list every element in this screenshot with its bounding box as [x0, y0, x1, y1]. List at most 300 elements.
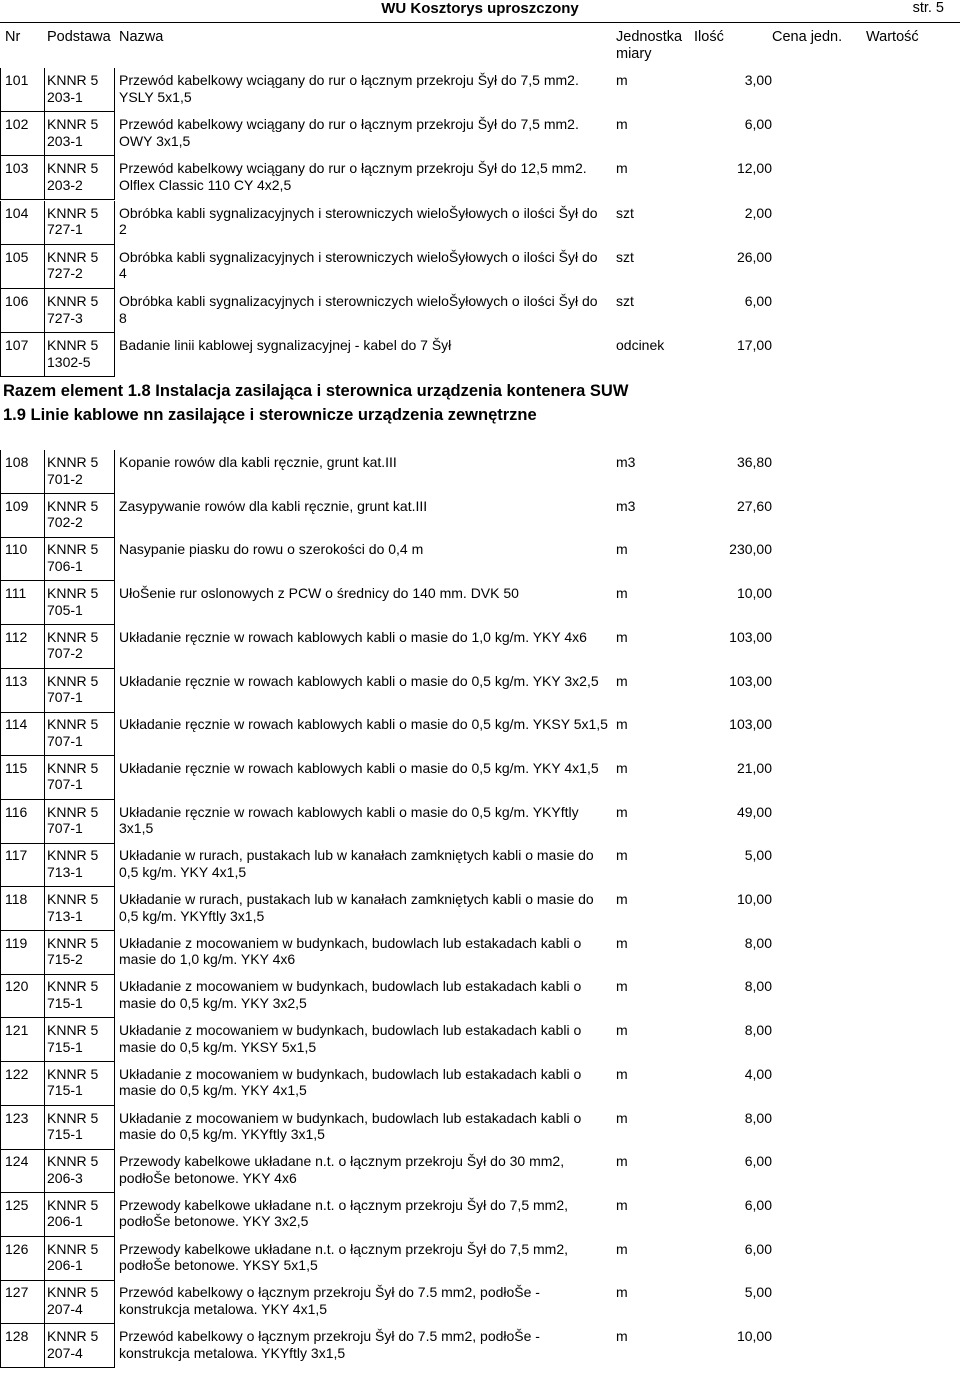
cell-base-position: 206-1 [47, 1257, 83, 1274]
table-row [0, 1062, 960, 1106]
cell-base-catalog: KNNR 5 [47, 204, 99, 221]
row-border [114, 1149, 115, 1193]
cell-base-catalog: KNNR 5 [47, 1328, 99, 1344]
cell-nr: 120 [5, 978, 29, 995]
row-border [44, 756, 45, 800]
row-border [114, 800, 115, 844]
cell-base-catalog: KNNR 5 [47, 716, 99, 733]
cell-quantity: 5,00 [744, 847, 772, 864]
row-border [0, 333, 1, 377]
cell-nr: 107 [5, 337, 29, 354]
cell-nr: 114 [5, 716, 28, 733]
column-header-nr: Nr [5, 29, 21, 45]
cell-quantity: 36,80 [736, 454, 772, 470]
column-header-qty: Ilość [694, 29, 724, 45]
row-border [114, 887, 115, 931]
cell-base-catalog: KNNR 5 [47, 1196, 99, 1213]
cell-quantity: 103,00 [729, 672, 772, 689]
column-header-unit-line1: Jednostka [616, 29, 683, 45]
table-row [0, 156, 960, 200]
cell-base-position: 702-2 [47, 514, 83, 531]
cell-base [47, 760, 113, 793]
cell-base [47, 1110, 113, 1143]
cell-nr: 121 [5, 1022, 29, 1039]
table-row [0, 712, 960, 756]
cell-unit: m [616, 1328, 628, 1344]
row-border [0, 1324, 1, 1368]
cell-base-position: 713-1 [47, 863, 83, 880]
cell-base [47, 585, 113, 618]
cell-base-catalog: KNNR 5 [47, 541, 99, 558]
cell-nr: 104 [5, 204, 29, 221]
row-border [0, 1280, 1, 1324]
cell-base [47, 1284, 113, 1317]
cell-unit: m [616, 716, 628, 733]
cell-nr: 128 [5, 1328, 29, 1344]
row-border [0, 245, 1, 289]
row-border [114, 1106, 115, 1150]
row-border [44, 1237, 45, 1281]
cell-unit: m [616, 541, 628, 558]
row-border [44, 1324, 45, 1368]
row-border [0, 1062, 1, 1106]
cell-base-position: 727-2 [47, 265, 83, 282]
row-border [44, 581, 45, 625]
row-border [0, 931, 1, 975]
row-border [0, 450, 1, 494]
row-border [0, 800, 1, 844]
cell-unit: m3 [616, 454, 636, 470]
cell-quantity: 6,00 [744, 116, 772, 133]
cell-base-position: 203-1 [47, 132, 83, 149]
cell-base-catalog: KNNR 5 [47, 1153, 99, 1170]
cell-quantity: 6,00 [744, 1153, 772, 1170]
table-row [0, 931, 960, 975]
row-border [44, 887, 45, 931]
cell-base-position: 701-2 [47, 470, 83, 487]
cell-base-position: 707-2 [47, 645, 83, 662]
cell-quantity: 103,00 [729, 628, 772, 645]
row-border [0, 1193, 1, 1237]
cell-quantity: 26,00 [736, 248, 772, 265]
cell-name: Układanie z mocowaniem w budynkach, budowlach lub estakadach kabli o masie do 0,5 kg/m. YKY 4x1,5 [119, 1065, 582, 1099]
cell-name: Przewody kabelkowe układane n.t. o łącznym przekroju Šył do 7,5 mm2, podłoŠe betonowe. YKSY 5x1,5 [119, 1240, 568, 1274]
cell-base-position: 707-1 [47, 776, 83, 793]
cell-unit: m [616, 847, 628, 864]
cell-name: Przewód kabelkowy o łącznym przekroju Šył do 7.5 mm2, podłoŠe - konstrukcja metalowa. YKY 4x1,5 [119, 1284, 540, 1317]
table-row [0, 1149, 960, 1193]
cell-base [47, 498, 113, 531]
row-border [0, 68, 1, 112]
row-border [114, 974, 115, 1018]
cell-unit: m [616, 1284, 628, 1301]
table-row [0, 333, 960, 377]
table-row [0, 494, 960, 538]
row-border [0, 581, 1, 625]
cell-base-catalog: KNNR 5 [47, 585, 99, 602]
column-header-base: Podstawa [47, 29, 111, 45]
cell-quantity: 103,00 [729, 716, 772, 733]
table-row [0, 974, 960, 1018]
row-border [44, 931, 45, 975]
table-row [0, 756, 960, 800]
table-row [0, 1193, 960, 1237]
row-border [44, 800, 45, 844]
section-summary: Razem element 1.8 Instalacja zasilająca i sterownica urządzenia kontenera SUW [3, 382, 629, 400]
cell-quantity: 12,00 [736, 160, 772, 177]
row-border [0, 1106, 1, 1150]
cell-nr: 108 [5, 454, 29, 470]
cell-base [47, 847, 113, 880]
cell-base-catalog: KNNR 5 [47, 1022, 99, 1039]
cell-base-catalog: KNNR 5 [47, 248, 99, 265]
cell-nr: 124 [5, 1153, 29, 1170]
cell-unit: m [616, 1196, 628, 1213]
cell-nr: 103 [5, 160, 29, 177]
cell-base-catalog: KNNR 5 [47, 454, 99, 470]
row-border [44, 712, 45, 756]
row-border [0, 537, 1, 581]
cell-name: Układanie z mocowaniem w budynkach, budowlach lub estakadach kabli o masie do 0,5 kg/m. YKYftly 3x1,5 [119, 1109, 582, 1142]
cell-nr: 117 [5, 847, 28, 864]
row-border [114, 931, 115, 975]
table-row [0, 843, 960, 887]
cell-name: Układanie z mocowaniem w budynkach, budowlach lub estakadach kabli o masie do 0,5 kg/m. YKSY 5x1,5 [119, 1022, 582, 1055]
row-border [114, 333, 115, 377]
table-row [0, 1018, 960, 1062]
row-border [44, 1193, 45, 1237]
cell-base-position: 705-1 [47, 601, 83, 618]
column-header-name: Nazwa [119, 29, 164, 45]
cell-quantity: 8,00 [744, 978, 772, 995]
table-row [0, 887, 960, 931]
cell-name: Przewód kabelkowy wciągany do rur o łącznym przekroju Šył do 12,5 mm2. Olflex Classic 110 CY 4x2,5 [119, 160, 587, 193]
cell-unit: odcinek [616, 337, 665, 354]
row-border [44, 1280, 45, 1324]
cell-unit: m [616, 1240, 628, 1257]
cell-nr: 116 [5, 803, 28, 820]
table-row [0, 112, 960, 156]
row-separator [0, 376, 114, 377]
table-row [0, 1237, 960, 1281]
cell-base [47, 1328, 113, 1361]
cell-base-catalog: KNNR 5 [47, 293, 99, 309]
cell-quantity: 49,00 [736, 803, 772, 820]
row-border [0, 843, 1, 887]
row-border [114, 581, 115, 625]
row-separator [0, 1367, 114, 1368]
cell-base-catalog: KNNR 5 [47, 497, 99, 514]
cell-name: Kopanie rowów dla kabli ręcznie, grunt kat.III [119, 454, 397, 470]
cell-base [47, 454, 113, 487]
cell-base [47, 160, 113, 193]
cell-nr: 115 [5, 759, 28, 776]
row-border [0, 201, 1, 245]
row-border [0, 289, 1, 333]
cell-base-catalog: KNNR 5 [47, 934, 99, 951]
cell-unit: m [616, 72, 628, 88]
cell-name: Nasypanie piasku do rowu o szerokości do 0,4 m [119, 541, 424, 558]
cell-unit: m [616, 1109, 628, 1126]
cell-base-position: 715-1 [47, 1126, 83, 1142]
cell-base-catalog: KNNR 5 [47, 1284, 99, 1301]
row-border [44, 156, 45, 200]
cell-base-position: 206-1 [47, 1213, 83, 1230]
cell-base-position: 715-1 [47, 994, 83, 1011]
cell-base-position: 207-4 [47, 1344, 83, 1361]
cell-base-position: 1302-5 [47, 353, 91, 370]
cell-base [47, 541, 113, 574]
row-border [114, 1018, 115, 1062]
cell-nr: 113 [5, 672, 28, 689]
cell-base [47, 1153, 113, 1186]
row-border [44, 289, 45, 333]
section-heading: 1.9 Linie kablowe nn zasilające i sterownicze urządzenia zewnętrzne [3, 406, 537, 424]
row-border [114, 537, 115, 581]
cell-name: Przewody kabelkowe układane n.t. o łącznym przekroju Šył do 30 mm2, podłoŠe betonowe. YKY 4x6 [119, 1153, 565, 1186]
cell-base-position: 727-1 [47, 221, 83, 238]
cell-unit: m [616, 1022, 628, 1039]
cell-name: Układanie ręcznie w rowach kablowych kabli o masie do 0,5 kg/m. YKYftly 3x1,5 [119, 803, 579, 837]
cell-base-position: 206-3 [47, 1169, 83, 1186]
row-border [44, 1106, 45, 1150]
cell-base [47, 1241, 113, 1274]
cell-base-position: 713-1 [47, 907, 83, 924]
cell-quantity: 6,00 [744, 293, 772, 309]
cell-unit: m [616, 585, 628, 602]
row-border [44, 450, 45, 494]
cell-base [47, 249, 113, 282]
cell-unit: szt [616, 293, 634, 309]
cell-nr: 102 [5, 116, 29, 133]
cell-name: Układanie ręcznie w rowach kablowych kabli o masie do 1,0 kg/m. YKY 4x6 [119, 628, 587, 645]
row-border [0, 625, 1, 669]
cell-quantity: 8,00 [744, 1109, 772, 1126]
cell-base-catalog: KNNR 5 [47, 1109, 99, 1126]
cell-base-position: 207-4 [47, 1300, 83, 1317]
cell-base [47, 293, 113, 326]
cell-unit: m [616, 628, 628, 645]
cell-quantity: 10,00 [736, 1328, 772, 1344]
cell-unit: szt [616, 248, 634, 265]
column-header-unit [616, 29, 682, 63]
cell-nr: 127 [5, 1284, 29, 1301]
cell-nr: 110 [5, 541, 28, 558]
cell-name: Obróbka kabli sygnalizacyjnych i sterowniczych wieloŠyłowych o ilości Šył do 2 [119, 204, 598, 238]
table-row [0, 68, 960, 112]
cell-name: Przewody kabelkowe układane n.t. o łącznym przekroju Šył do 7,5 mm2, podłoŠe betonowe. YKY 3x2,5 [119, 1196, 568, 1230]
row-border [114, 843, 115, 887]
cell-nr: 122 [5, 1065, 29, 1082]
cell-base-position: 706-1 [47, 557, 83, 574]
cell-quantity: 21,00 [736, 759, 772, 776]
cell-unit: szt [616, 204, 634, 221]
cell-name: Układanie ręcznie w rowach kablowych kabli o masie do 0,5 kg/m. YKY 4x1,5 [119, 759, 599, 776]
cell-nr: 125 [5, 1196, 29, 1213]
cell-unit: m [616, 672, 628, 689]
cell-nr: 111 [5, 585, 27, 602]
cell-base-catalog: KNNR 5 [47, 803, 99, 820]
row-border [0, 887, 1, 931]
cell-unit: m [616, 759, 628, 776]
cell-name: Obróbka kabli sygnalizacyjnych i sterowniczych wieloŠyłowych o ilości Šył do 8 [119, 293, 598, 326]
cell-quantity: 8,00 [744, 1022, 772, 1039]
cell-unit: m [616, 978, 628, 995]
cell-name: Układanie z mocowaniem w budynkach, budowlach lub estakadach kabli o masie do 0,5 kg/m. YKY 3x2,5 [119, 978, 582, 1011]
cell-nr: 105 [5, 248, 29, 265]
cell-nr: 126 [5, 1240, 29, 1257]
cell-base-position: 707-1 [47, 732, 83, 749]
header-divider [0, 22, 960, 23]
cell-nr: 119 [5, 934, 28, 951]
cell-base [47, 1022, 113, 1055]
column-header-unit-line2: miary [616, 46, 652, 62]
table-row [0, 1280, 960, 1324]
cell-base [47, 1197, 113, 1230]
document-title: WU Kosztorys uproszczony [381, 0, 579, 17]
cell-base [47, 337, 113, 370]
row-border [114, 1062, 115, 1106]
cell-base-catalog: KNNR 5 [47, 978, 99, 995]
row-border [44, 1149, 45, 1193]
cell-base [47, 72, 113, 105]
row-border [0, 494, 1, 538]
cell-name: Badanie linii kablowej sygnalizacyjnej - kabel do 7 Šył [119, 337, 452, 354]
cell-unit: m [616, 891, 628, 907]
cell-unit: m [616, 116, 628, 133]
row-border [114, 1324, 115, 1368]
table-row [0, 669, 960, 713]
cell-quantity: 27,60 [736, 497, 772, 514]
cell-unit: m [616, 803, 628, 820]
cell-name: UłoŠenie rur oslonowych z PCW o średnicy do 140 mm. DVK 50 [119, 585, 519, 602]
row-border [114, 112, 115, 156]
table-row [0, 245, 960, 289]
cell-name: Przewód kabelkowy wciągany do rur o łącznym przekroju Šył do 7,5 mm2. YSLY 5x1,5 [119, 72, 579, 105]
cell-base [47, 205, 113, 238]
row-border [44, 669, 45, 713]
cell-base [47, 935, 113, 968]
cell-base-catalog: KNNR 5 [47, 72, 99, 88]
row-border [114, 712, 115, 756]
row-border [44, 537, 45, 581]
cell-base [47, 804, 113, 837]
cell-nr: 118 [5, 891, 28, 907]
cell-quantity: 2,00 [744, 204, 772, 221]
cell-base-position: 707-1 [47, 820, 83, 837]
cell-base-catalog: KNNR 5 [47, 1240, 99, 1257]
row-border [0, 1149, 1, 1193]
cell-name: Obróbka kabli sygnalizacyjnych i sterowniczych wieloŠyłowych o ilości Šył do 4 [119, 248, 598, 282]
row-border [0, 112, 1, 156]
cell-base-catalog: KNNR 5 [47, 1065, 99, 1082]
row-border [0, 669, 1, 713]
cell-nr: 123 [5, 1109, 29, 1126]
cell-base-catalog: KNNR 5 [47, 160, 99, 177]
cell-quantity: 230,00 [729, 541, 772, 558]
row-border [44, 1018, 45, 1062]
cell-name: Układanie w rurach, pustakach lub w kanałach zamkniętych kabli o masie do 0,5 kg/m. YKY 4x1,5 [119, 847, 594, 880]
cell-base-position: 715-1 [47, 1038, 83, 1055]
row-border [114, 494, 115, 538]
cell-base-catalog: KNNR 5 [47, 628, 99, 645]
cell-base-position: 203-1 [47, 88, 83, 105]
row-border [114, 68, 115, 112]
row-border [44, 245, 45, 289]
cell-base [47, 1066, 113, 1099]
cell-base-catalog: KNNR 5 [47, 847, 99, 864]
cell-unit: m [616, 1065, 628, 1082]
table-row [0, 537, 960, 581]
cell-base [47, 629, 113, 662]
row-border [114, 156, 115, 200]
cell-name: Układanie z mocowaniem w budynkach, budowlach lub estakadach kabli o masie do 1,0 kg/m. YKY 4x6 [119, 934, 582, 968]
row-border [114, 1237, 115, 1281]
table-row [0, 201, 960, 245]
cell-quantity: 10,00 [736, 891, 772, 907]
row-border [114, 756, 115, 800]
cell-base-catalog: KNNR 5 [47, 891, 99, 907]
row-border [114, 450, 115, 494]
cell-base [47, 716, 113, 749]
cell-base-position: 715-2 [47, 951, 83, 968]
row-border [0, 156, 1, 200]
row-border [44, 68, 45, 112]
cell-name: Przewód kabelkowy o łącznym przekroju Šył do 7.5 mm2, podłoŠe - konstrukcja metalowa. YKYftly 3x1,5 [119, 1328, 540, 1361]
cell-quantity: 3,00 [744, 72, 772, 88]
row-border [114, 289, 115, 333]
cell-unit: m [616, 1153, 628, 1170]
cell-nr: 112 [5, 628, 28, 645]
row-border [0, 974, 1, 1018]
page-number: str. 5 [912, 0, 944, 16]
cell-name: Układanie ręcznie w rowach kablowych kabli o masie do 0,5 kg/m. YKY 3x2,5 [119, 672, 599, 689]
row-border [114, 1280, 115, 1324]
cell-base [47, 978, 113, 1011]
row-border [44, 625, 45, 669]
table-row [0, 800, 960, 844]
cell-quantity: 17,00 [736, 337, 772, 354]
cell-nr: 106 [5, 293, 29, 309]
cell-base-catalog: KNNR 5 [47, 759, 99, 776]
row-border [44, 494, 45, 538]
row-border [0, 1018, 1, 1062]
cell-base [47, 891, 113, 924]
cell-unit: m [616, 160, 628, 177]
row-border [114, 625, 115, 669]
table-row [0, 1324, 960, 1368]
row-border [44, 1062, 45, 1106]
row-border [44, 201, 45, 245]
cell-name: Układanie ręcznie w rowach kablowych kabli o masie do 0,5 kg/m. YKSY 5x1,5 [119, 716, 608, 733]
cell-unit: m [616, 934, 628, 951]
table-row [0, 581, 960, 625]
cell-quantity: 4,00 [744, 1065, 772, 1082]
cell-base-position: 707-1 [47, 689, 83, 705]
table-row [0, 450, 960, 494]
cell-quantity: 6,00 [744, 1196, 772, 1213]
cell-base-catalog: KNNR 5 [47, 116, 99, 133]
row-border [114, 245, 115, 289]
cell-quantity: 5,00 [744, 1284, 772, 1301]
cell-nr: 109 [5, 497, 29, 514]
cell-name: Zasypywanie rowów dla kabli ręcznie, grunt kat.III [119, 497, 428, 514]
row-border [114, 669, 115, 713]
cell-name: Układanie w rurach, pustakach lub w kanałach zamkniętych kabli o masie do 0,5 kg/m. YKYftly 3x1,5 [119, 891, 594, 924]
cell-base-catalog: KNNR 5 [47, 672, 99, 689]
row-border [0, 1237, 1, 1281]
cell-base-position: 203-2 [47, 176, 83, 193]
